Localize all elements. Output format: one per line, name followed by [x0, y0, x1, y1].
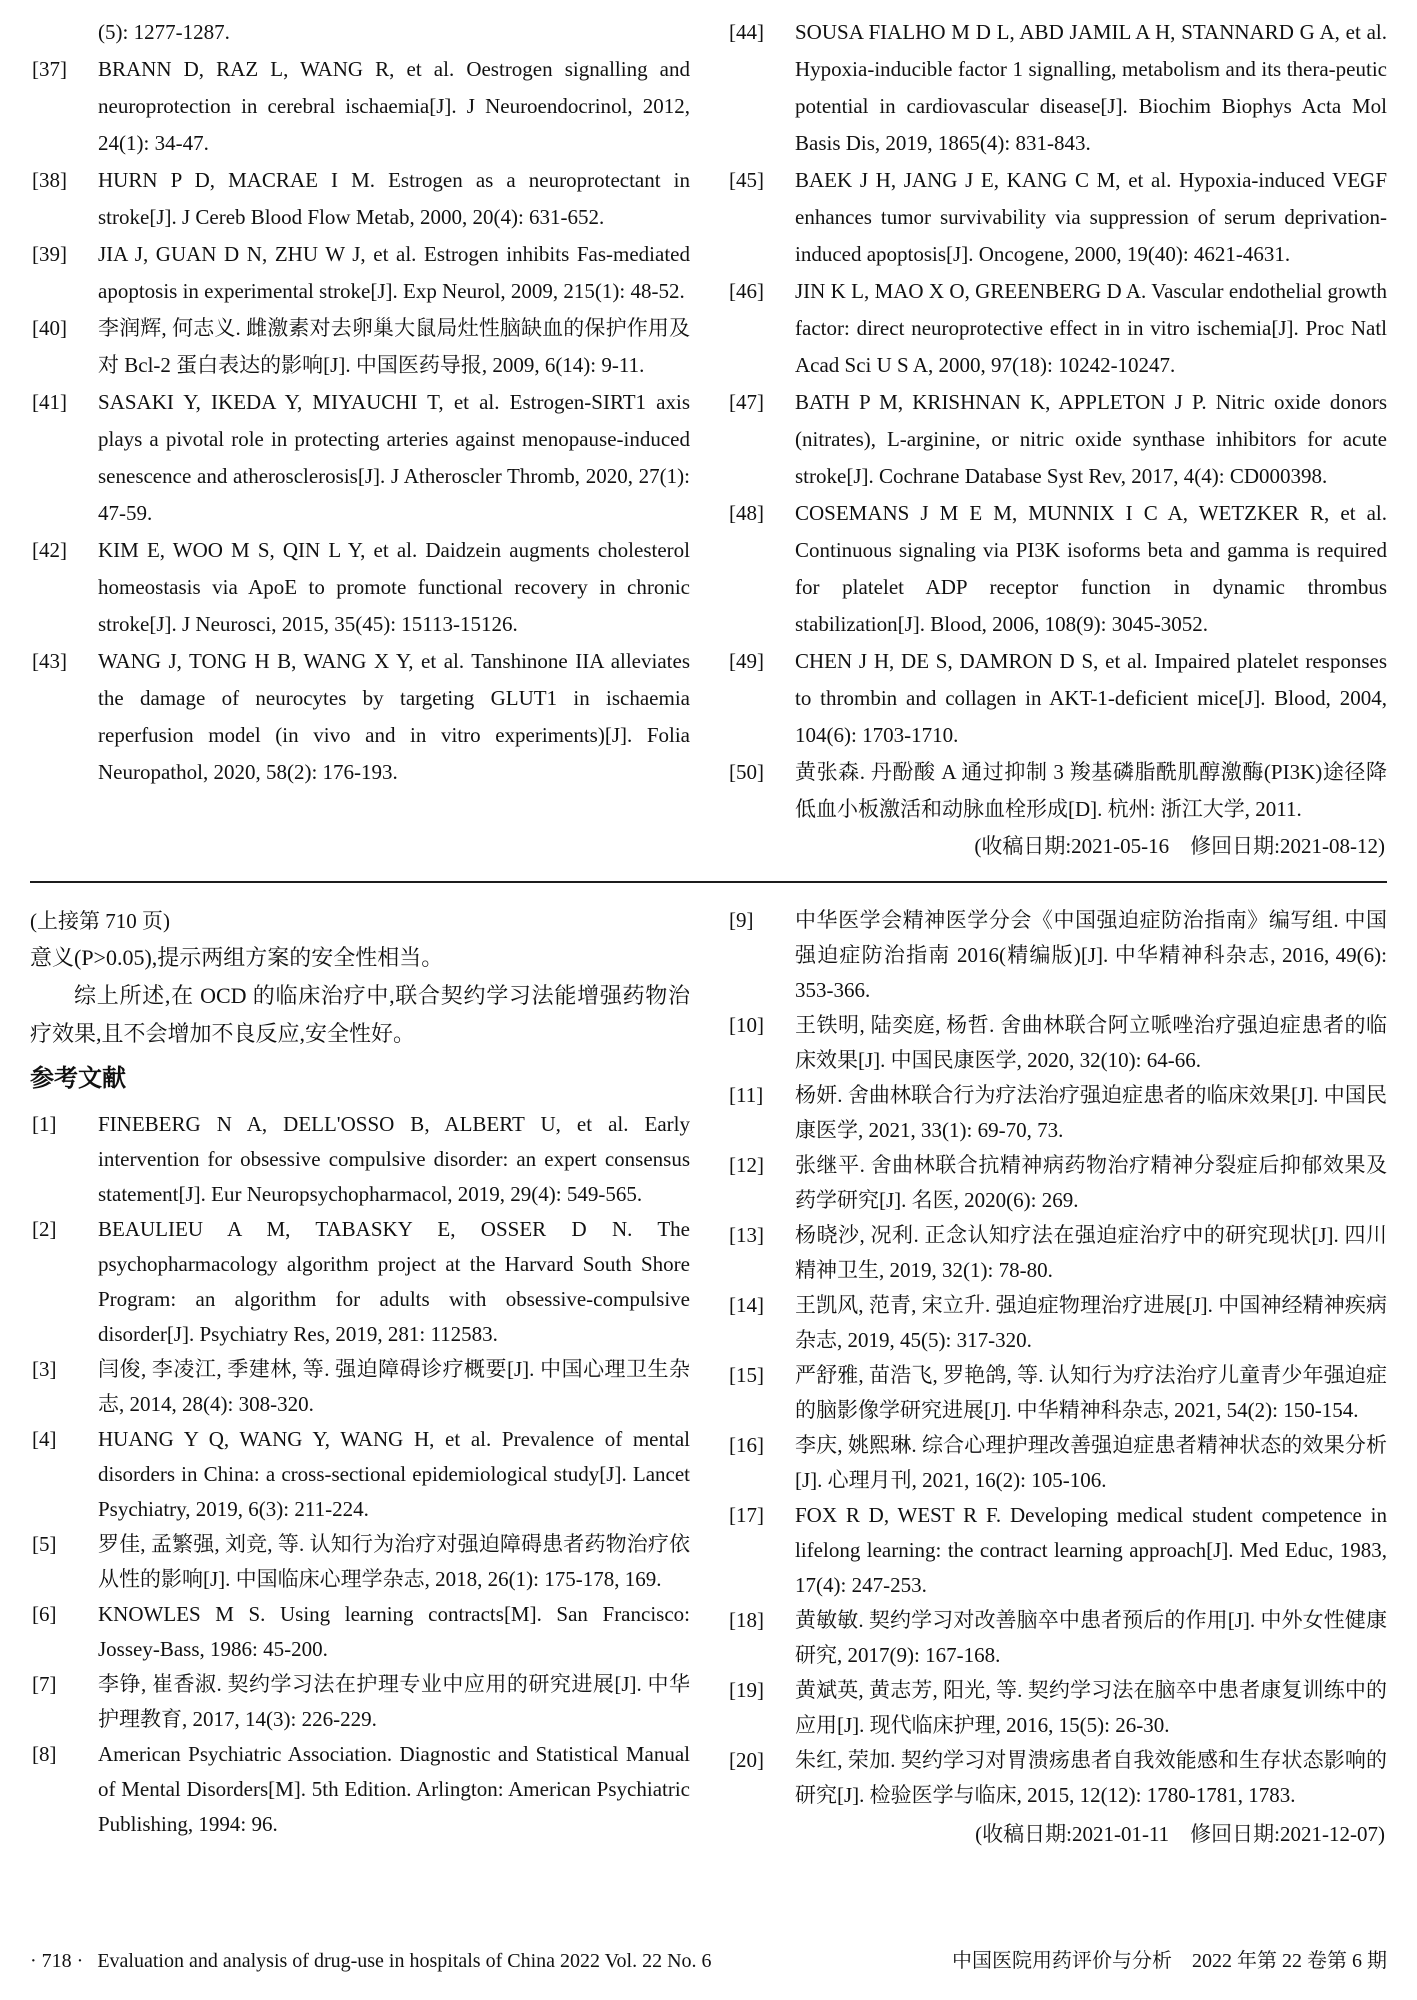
- reference-item: [727, 495, 1387, 643]
- conclusion-paragraph-1: 意义(P>0.05),提示两组方案的安全性相当。: [30, 945, 444, 970]
- reference-text: 李庆, 姚熙琳. 综合心理护理改善强迫症患者精神状态的效果分析[J]. 心理月刊, 2021, 16(2): 105-106.: [795, 1433, 1387, 1492]
- reference-text: 朱红, 荣加. 契约学习对胃溃疡患者自我效能感和生存状态影响的研究[J]. 检验医学与临床, 2015, 12(12): 1780-1781, 1783.: [795, 1748, 1387, 1807]
- reference-number: [15]: [729, 1363, 764, 1387]
- reference-number: [47]: [729, 390, 764, 414]
- reference-text: WANG J, TONG H B, WANG X Y, et al. Tanshinone IIA alleviates the damage of neurocytes by targeting GLUT1 in ischaemia reperfusion model (in vivo and in vitro experiments)[J]. Folia Neuropathol, 2020, 58(2): 176-193.: [98, 649, 690, 784]
- reference-item: [727, 1603, 1387, 1673]
- reference-item: [727, 1673, 1387, 1743]
- reference-number: [40]: [32, 316, 67, 340]
- reference-item: [727, 1358, 1387, 1428]
- bottom-right-column: [727, 903, 1387, 1852]
- reference-number: [14]: [729, 1293, 764, 1317]
- reference-text: 黄敏敏. 契约学习对改善脑卒中患者预后的作用[J]. 中外女性健康研究, 2017(9): 167-168.: [795, 1608, 1387, 1667]
- reference-item: [30, 1422, 690, 1527]
- reference-text: SOUSA FIALHO M D L, ABD JAMIL A H, STANNARD G A, et al. Hypoxia-inducible factor 1 signalling, metabolism and its thera-peutic potential in cardiovascular disease[J]. Biochim Biophys Acta Mol Basis Dis, 2019, 1865(4): 831-843.: [795, 20, 1387, 155]
- reference-text: BATH P M, KRISHNAN K, APPLETON J P. Nitric oxide donors (nitrates), L-arginine, or nitric oxide synthase inhibitors for acute stroke[J]. Cochrane Database Syst Rev, 2017, 4(4): CD000398.: [795, 390, 1387, 488]
- reference-number: [46]: [729, 279, 764, 303]
- reference-text: BAEK J H, JANG J E, KANG C M, et al. Hypoxia-induced VEGF enhances tumor survivability via suppression of serum deprivation-induced apoptosis[J]. Oncogene, 2000, 19(40): 4621-4631.: [795, 168, 1387, 266]
- reference-item: [30, 1667, 690, 1737]
- reference-text: 黄斌英, 黄志芳, 阳光, 等. 契约学习法在脑卒中患者康复训练中的应用[J]. 现代临床护理, 2016, 15(5): 26-30.: [795, 1678, 1387, 1737]
- reference-text: JIA J, GUAN D N, ZHU W J, et al. Estrogen inhibits Fas-mediated apoptosis in experimental stroke[J]. Exp Neurol, 2009, 215(1): 48-52.: [98, 242, 690, 303]
- bottom-left-reference-list: [30, 1107, 690, 1842]
- reference-number: [18]: [729, 1608, 764, 1632]
- reference-item: [30, 1212, 690, 1352]
- reference-item: [30, 1737, 690, 1842]
- reference-text: 王凯风, 范青, 宋立升. 强迫症物理治疗进展[J]. 中国神经精神疾病杂志, 2019, 45(5): 317-320.: [795, 1293, 1387, 1352]
- top-left-column: [30, 14, 690, 865]
- received-revised-date-line: (收稿日期:2021-05-16 修回日期:2021-08-12): [974, 834, 1385, 858]
- reference-number: [7]: [32, 1672, 57, 1696]
- reference-text: HURN P D, MACRAE I M. Estrogen as a neuroprotectant in stroke[J]. J Cereb Blood Flow Metab, 2000, 20(4): 631-652.: [98, 168, 690, 229]
- reference-number: [8]: [32, 1742, 57, 1766]
- references-heading: 参考文献: [30, 1065, 126, 1092]
- reference-item: [727, 14, 1387, 162]
- reference-text: 王铁明, 陆奕庭, 杨哲. 舍曲林联合阿立哌唑治疗强迫症患者的临床效果[J]. 中国民康医学, 2020, 32(10): 64-66.: [795, 1013, 1387, 1072]
- footer-left: [30, 1948, 712, 1974]
- reference-item: [727, 162, 1387, 273]
- reference-item: [727, 1498, 1387, 1603]
- reference-item: [30, 14, 690, 51]
- received-revised-date-line: (收稿日期:2021-01-11 修回日期:2021-12-07): [975, 1822, 1385, 1846]
- top-right-reference-list: [727, 14, 1387, 828]
- reference-item: [30, 51, 690, 162]
- reference-text: FINEBERG N A, DELL'OSSO B, ALBERT U, et al. Early intervention for obsessive compulsive disorder: an expert consensus statement[J]. Eur Neuropsychopharmacol, 2019, 29(4): 549-565.: [98, 1112, 690, 1206]
- reference-text: (5): 1277-1287.: [98, 20, 230, 44]
- reference-number: [13]: [729, 1223, 764, 1247]
- reference-number: [44]: [729, 20, 764, 44]
- reference-item: [727, 903, 1387, 1008]
- reference-number: [11]: [729, 1083, 764, 1107]
- reference-text: CHEN J H, DE S, DAMRON D S, et al. Impaired platelet responses to thrombin and collagen in AKT-1-deficient mice[J]. Blood, 2004, 104(6): 1703-1710.: [795, 649, 1387, 747]
- reference-number: [48]: [729, 501, 764, 525]
- reference-number: [42]: [32, 538, 67, 562]
- top-right-column: [727, 14, 1387, 865]
- reference-number: [2]: [32, 1217, 57, 1241]
- reference-item: [727, 1008, 1387, 1078]
- reference-item: [30, 1352, 690, 1422]
- reference-text: FOX R D, WEST R F. Developing medical student competence in lifelong learning: the contract learning approach[J]. Med Educ, 1983, 17(4): 247-253.: [795, 1503, 1387, 1597]
- reference-number: [17]: [729, 1503, 764, 1527]
- reference-item: [30, 384, 690, 532]
- reference-item: [727, 1218, 1387, 1288]
- reference-text: SASAKI Y, IKEDA Y, MIYAUCHI T, et al. Estrogen-SIRT1 axis plays a pivotal role in protecting arteries against menopause-induced senescence and atherosclerosis[J]. J Atheroscler Thromb, 2020, 27(1): 47-59.: [98, 390, 690, 525]
- top-references-section: [30, 14, 1387, 865]
- reference-text: JIN K L, MAO X O, GREENBERG D A. Vascular endothelial growth factor: direct neuroprotective effect in in vitro ischemia[J]. Proc Natl Acad Sci U S A, 2000, 97(18): 10242-10247.: [795, 279, 1387, 377]
- reference-item: [727, 1743, 1387, 1813]
- continued-article-section: [30, 903, 1387, 1852]
- bottom-right-reference-list: [727, 903, 1387, 1813]
- conclusion-paragraph-2: 综上所述,在 OCD 的临床治疗中,联合契约学习法能增强药物治疗效果,且不会增加不良反应,安全性好。: [30, 983, 690, 1046]
- reference-text: BEAULIEU A M, TABASKY E, OSSER D N. The psychopharmacology algorithm project at the Harvard South Shore Program: an algorithm for adults with obsessive-compulsive disorder[J]. Psychiatry Res, 2019, 281: 112583.: [98, 1217, 690, 1346]
- page-footer: [30, 1948, 1387, 1974]
- reference-text: 李润辉, 何志义. 雌激素对去卵巢大鼠局灶性脑缺血的保护作用及对 Bcl-2 蛋白表达的影响[J]. 中国医药导报, 2009, 6(14): 9-11.: [98, 316, 690, 377]
- reference-number: [9]: [729, 908, 754, 932]
- reference-number: [20]: [729, 1748, 764, 1772]
- reference-item: [30, 1527, 690, 1597]
- reference-number: [45]: [729, 168, 764, 192]
- reference-text: 李铮, 崔香淑. 契约学习法在护理专业中应用的研究进展[J]. 中华护理教育, 2017, 14(3): 226-229.: [98, 1672, 690, 1731]
- footer-journal-title-en: Evaluation and analysis of drug-use in hospitals of China 2022 Vol. 22 No. 6: [97, 1950, 712, 1972]
- reference-text: COSEMANS J M E M, MUNNIX I C A, WETZKER R, et al. Continuous signaling via PI3K isoforms beta and gamma is required for platelet ADP receptor function in dynamic thrombus stabilization[J]. Blood, 2006, 108(9): 3045-3052.: [795, 501, 1387, 636]
- reference-number: [50]: [729, 760, 764, 784]
- reference-text: 中华医学会精神医学分会《中国强迫症防治指南》编写组. 中国强迫症防治指南 2016(精编版)[J]. 中华精神科杂志, 2016, 49(6): 353-366.: [795, 908, 1387, 1002]
- section-divider: [30, 881, 1387, 883]
- reference-number: [16]: [729, 1433, 764, 1457]
- reference-text: HUANG Y Q, WANG Y, WANG H, et al. Prevalence of mental disorders in China: a cross-sectional epidemiological study[J]. Lancet Psychiatry, 2019, 6(3): 211-224.: [98, 1427, 690, 1521]
- reference-text: 杨晓沙, 况利. 正念认知疗法在强迫症治疗中的研究现状[J]. 四川精神卫生, 2019, 32(1): 78-80.: [795, 1223, 1387, 1282]
- reference-number: [1]: [32, 1112, 57, 1136]
- reference-number: [41]: [32, 390, 67, 414]
- reference-text: 杨妍. 舍曲林联合行为疗法治疗强迫症患者的临床效果[J]. 中国民康医学, 2021, 33(1): 69-70, 73.: [795, 1083, 1387, 1142]
- reference-text: 严舒雅, 苗浩飞, 罗艳鸽, 等. 认知行为疗法治疗儿童青少年强迫症的脑影像学研究进展[J]. 中华精神科杂志, 2021, 54(2): 150-154.: [795, 1363, 1387, 1422]
- reference-text: 张继平. 舍曲林联合抗精神病药物治疗精神分裂症后抑郁效果及药学研究[J]. 名医, 2020(6): 269.: [795, 1153, 1387, 1212]
- reference-text: 罗佳, 孟繁强, 刘竞, 等. 认知行为治疗对强迫障碍患者药物治疗依从性的影响[J]. 中国临床心理学杂志, 2018, 26(1): 175-178, 169.: [98, 1532, 690, 1591]
- reference-item: [30, 162, 690, 236]
- reference-item: [727, 1148, 1387, 1218]
- reference-item: [727, 1288, 1387, 1358]
- reference-number: [4]: [32, 1427, 57, 1451]
- reference-item: [30, 643, 690, 791]
- page-number: · 718 ·: [30, 1950, 84, 1972]
- reference-number: [5]: [32, 1532, 57, 1556]
- reference-item: [30, 1107, 690, 1212]
- reference-item: [30, 532, 690, 643]
- reference-item: [30, 236, 690, 310]
- reference-item: [727, 384, 1387, 495]
- footer-journal-title-cn: 中国医院用药评价与分析 2022 年第 22 卷第 6 期: [952, 1950, 1387, 1972]
- continued-from-note: (上接第 710 页): [30, 909, 170, 933]
- reference-text: American Psychiatric Association. Diagnostic and Statistical Manual of Mental Disorders[M]. 5th Edition. Arlington: American Psychiatric Publishing, 1994: 96.: [98, 1742, 690, 1836]
- reference-number: [3]: [32, 1357, 57, 1381]
- reference-text: 黄张森. 丹酚酸 A 通过抑制 3 羧基磷脂酰肌醇激酶(PI3K)途径降低血小板激活和动脉血栓形成[D]. 杭州: 浙江大学, 2011.: [795, 760, 1387, 821]
- reference-number: [12]: [729, 1153, 764, 1177]
- reference-text: KIM E, WOO M S, QIN L Y, et al. Daidzein augments cholesterol homeostasis via ApoE to promote functional recovery in chronic stroke[J]. J Neurosci, 2015, 35(45): 15113-15126.: [98, 538, 690, 636]
- reference-item: [30, 1597, 690, 1667]
- reference-item: [727, 754, 1387, 828]
- reference-text: KNOWLES M S. Using learning contracts[M]. San Francisco: Jossey-Bass, 1986: 45-200.: [98, 1602, 690, 1661]
- reference-item: [30, 310, 690, 384]
- reference-number: [37]: [32, 57, 67, 81]
- reference-item: [727, 1428, 1387, 1498]
- reference-item: [727, 1078, 1387, 1148]
- reference-number: [38]: [32, 168, 67, 192]
- reference-item: [727, 273, 1387, 384]
- reference-text: 闫俊, 李凌江, 季建林, 等. 强迫障碍诊疗概要[J]. 中国心理卫生杂志, 2014, 28(4): 308-320.: [98, 1357, 690, 1416]
- reference-text: BRANN D, RAZ L, WANG R, et al. Oestrogen signalling and neuroprotection in cerebral ischaemia[J]. J Neuroendocrinol, 2012, 24(1): 34-47.: [98, 57, 690, 155]
- bottom-left-column: [30, 903, 690, 1852]
- reference-number: [10]: [729, 1013, 764, 1037]
- reference-number: [39]: [32, 242, 67, 266]
- reference-number: [43]: [32, 649, 67, 673]
- reference-item: [727, 643, 1387, 754]
- reference-number: [49]: [729, 649, 764, 673]
- reference-number: [19]: [729, 1678, 764, 1702]
- reference-number: [6]: [32, 1602, 57, 1626]
